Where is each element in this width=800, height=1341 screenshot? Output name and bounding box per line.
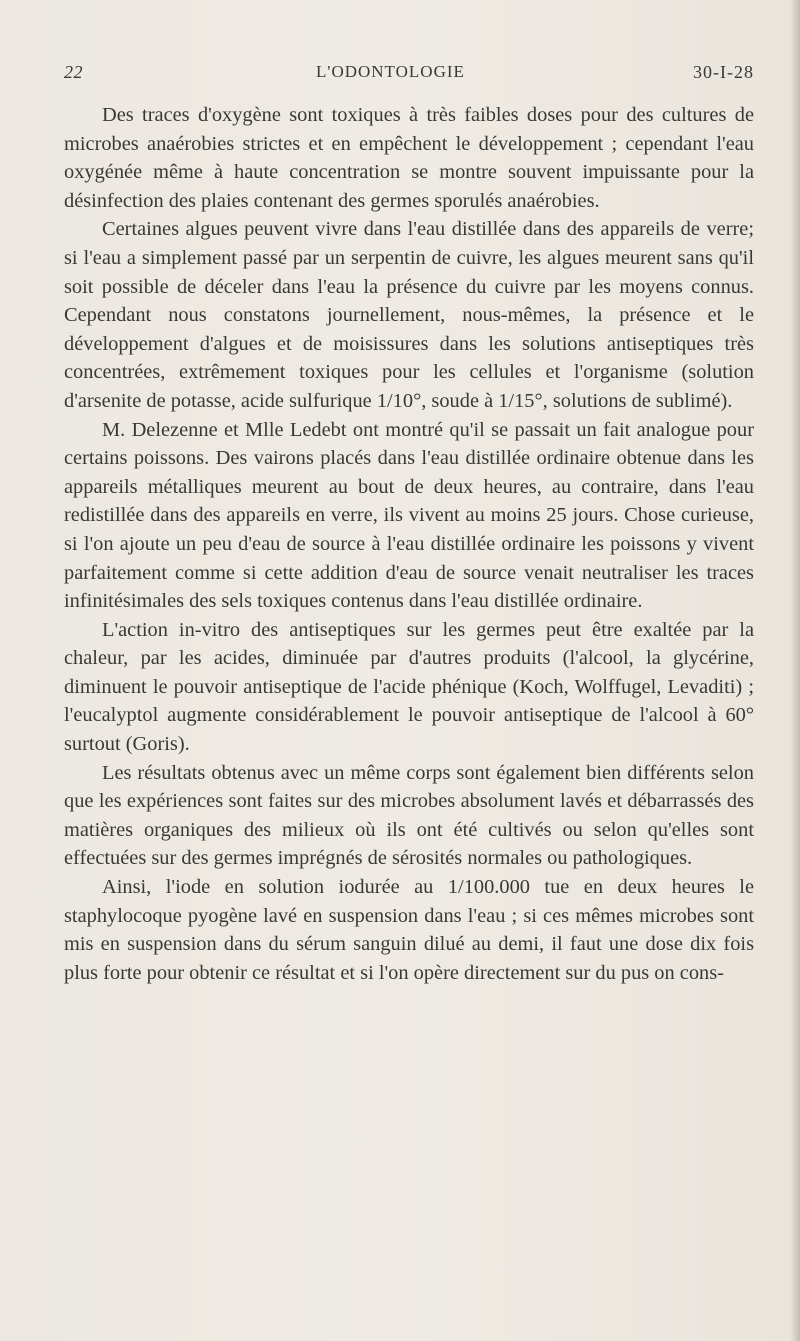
paragraph: Ainsi, l'iode en solution iodurée au 1/100.000 tue en deux heures le staphylocoque pyogène lavé en suspension dans l'eau ; si ces mêmes microbes sont mis en suspension dans du sérum sanguin dilué au demi, il faut une dose dix fois plus forte pour obtenir ce résultat et si l'on opère directement sur du pus on cons- <box>64 876 754 984</box>
issue-date: 30-I-28 <box>693 62 754 82</box>
page-edge-shadow <box>790 0 800 1341</box>
paragraph: Certaines algues peuvent vivre dans l'eau distillée dans des appareils de verre; si l'eau a simplement passé par un serpentin de cuivre, les algues meurent sans qu'il soit possible de déceler dans l'eau la présence du cuivre par les moyens connus. Cependant nous constatons journellement, nous-mêmes, la présence et le développement d'algues et de moisissures dans les solutions antiseptiques très concentrées, extrêmement toxiques pour les cellules et l'organisme (solution d'arsenite de potasse, acide sulfurique 1/10°, soude à 1/15°, solutions de sublimé). <box>64 218 754 412</box>
running-head <box>64 62 754 90</box>
paragraph: L'action in-vitro des antiseptiques sur les germes peut être exaltée par la chaleur, par les acides, diminuée par d'autres produits (l'alcool, la glycérine, diminuent le pouvoir antiseptique de l'acide phénique (Koch, Wolffugel, Levaditi) ; l'eucalyptol augmente considérablement le pouvoir antiseptique de l'alcool à 60° surtout (Goris). <box>64 618 754 756</box>
paragraph: Des traces d'oxygène sont toxiques à très faibles doses pour des cultures de microbes anaérobies strictes et en empêchent le développement ; cependant l'eau oxygénée même à haute concentration se montre souvent impuissante pour la désinfection des plaies contenant des germes sporulés anaérobies. <box>64 104 754 212</box>
paragraph: Les résultats obtenus avec un même corps sont également bien différents selon que les expériences sont faites sur des microbes absolument lavés et débarrassés des matières organiques des milieux où ils ont été cultivés ou selon qu'elles sont effectuées sur des germes imprégnés de sérosités normales ou pathologiques. <box>64 761 754 870</box>
body-text <box>64 101 754 987</box>
paragraph: M. Delezenne et Mlle Ledebt ont montré qu'il se passait un fait analogue pour certains poissons. Des vairons placés dans l'eau distillée ordinaire obtenue dans les appareils métalliques meurent au bout de deux heures, au contraire, dans l'eau redistillée dans des appareils en verre, ils vivent au moins 25 jours. Chose curieuse, si l'on ajoute un peu d'eau de source à l'eau distillée ordinaire les poissons y vivent parfaitement comme si cette addition d'eau de source venait neutraliser les traces infinitésimales des sels toxiques contenus dans l'eau distillée ordinaire. <box>64 418 754 613</box>
journal-title: L'ODONTOLOGIE <box>316 62 465 81</box>
page-number: 22 <box>64 62 83 82</box>
